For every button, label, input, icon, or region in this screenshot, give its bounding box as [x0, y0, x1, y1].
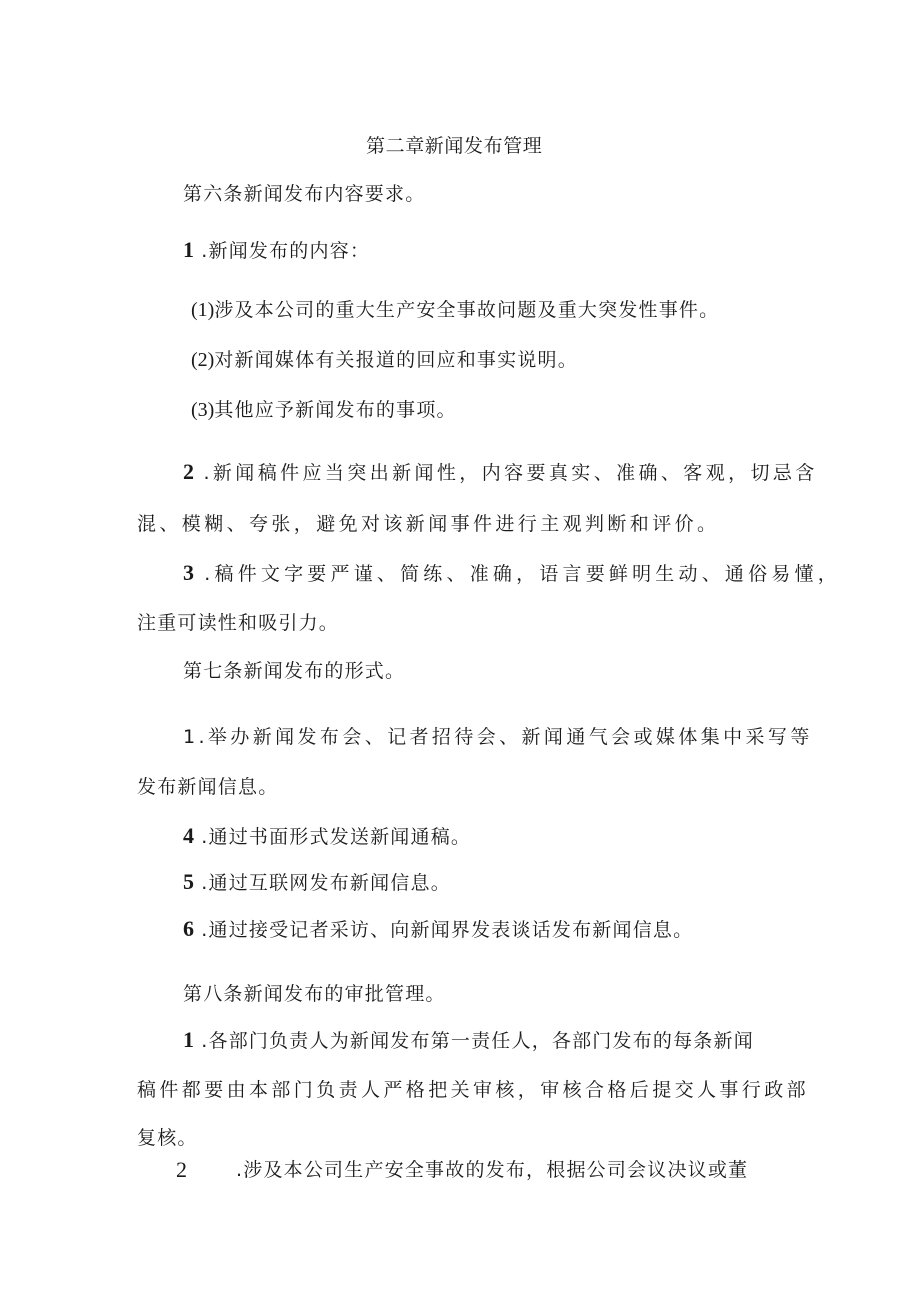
- art8-item-1-line-3: 复核。: [137, 1127, 198, 1149]
- art7-item-4-text: .通过书面形式发送新闻通稿。: [201, 826, 472, 848]
- art7-item-5: [183, 869, 451, 896]
- article-7-heading: 第七条新闻发布的形式。: [183, 660, 406, 682]
- art7-item-6-text: .通过接受记者采访、向新闻界发表谈话发布新闻信息。: [201, 919, 694, 941]
- art6-item-2-line-1: .新闻稿件应当突出新闻性，内容要真实、准确、客观，切忌含: [203, 462, 818, 484]
- art8-item-1-line-1: .各部门负责人为新闻发布第一责任人，各部门发布的每条新闻: [201, 1030, 754, 1052]
- art6-sub-2-text: 对新闻媒体有关报道的回应和事实说明。: [214, 349, 578, 371]
- art6-item-2-line-2: 混、模糊、夸张，避免对该新闻事件进行主观判断和评价。: [137, 513, 720, 535]
- art6-item-1-number: 1: [183, 237, 194, 262]
- art8-item-2: [176, 1157, 187, 1184]
- art6-item-3-number: 3: [183, 560, 194, 585]
- chapter-title: 第二章新闻发布管理: [366, 135, 543, 157]
- art6-sub-1-text: 涉及本公司的重大生产安全事故问题及重大突发性事件。: [214, 299, 720, 321]
- art6-item-2-number: 2: [183, 459, 194, 484]
- art8-item-2-line-1: .涉及本公司生产安全事故的发布，根据公司会议决议或董: [236, 1159, 749, 1181]
- art6-sub-2: [191, 347, 578, 373]
- art6-item-1-text: .新闻发布的内容：: [201, 240, 371, 262]
- art8-item-1-line-2: 稿件都要由本部门负责人严格把关审核，审核合格后提交人事行政部: [137, 1079, 810, 1101]
- art6-sub-3-text: 其他应予新闻发布的事项。: [214, 399, 457, 421]
- art6-item-1: [183, 237, 370, 264]
- art7-item-6-number: 6: [183, 916, 194, 941]
- article-8-heading: 第八条新闻发布的审批管理。: [183, 983, 446, 1005]
- art6-sub-3: [191, 397, 457, 423]
- article-6-heading: 第六条新闻发布内容要求。: [183, 183, 426, 205]
- art6-item-3-line-1: .稿件文字要严谨、简练、准确，语言要鲜明生动、通俗易懂，: [204, 563, 841, 585]
- art8-item-1: [183, 1027, 754, 1054]
- art6-item-3: [183, 560, 841, 587]
- art6-sub-2-number: (2): [191, 349, 215, 371]
- art8-item-2-number: 2: [176, 1157, 187, 1182]
- art7-item-5-text: .通过互联网发布新闻信息。: [201, 872, 451, 894]
- art7-item-6: [183, 916, 693, 943]
- art7-item-5-number: 5: [183, 869, 194, 894]
- art7-item-4: [183, 823, 471, 850]
- art6-sub-3-number: (3): [191, 399, 215, 421]
- art6-item-3-line-2: 注重可读性和吸引力。: [137, 612, 340, 634]
- art7-item-1-line-1: 1.举办新闻发布会、记者招待会、新闻通气会或媒体集中采写等: [183, 726, 813, 748]
- art6-item-2: [183, 459, 818, 486]
- art7-item-4-number: 4: [183, 823, 194, 848]
- art6-sub-1: [191, 297, 719, 323]
- art8-item-1-number: 1: [183, 1027, 194, 1052]
- art6-sub-1-number: (1): [191, 299, 215, 321]
- art7-item-1-line-2: 发布新闻信息。: [137, 776, 279, 798]
